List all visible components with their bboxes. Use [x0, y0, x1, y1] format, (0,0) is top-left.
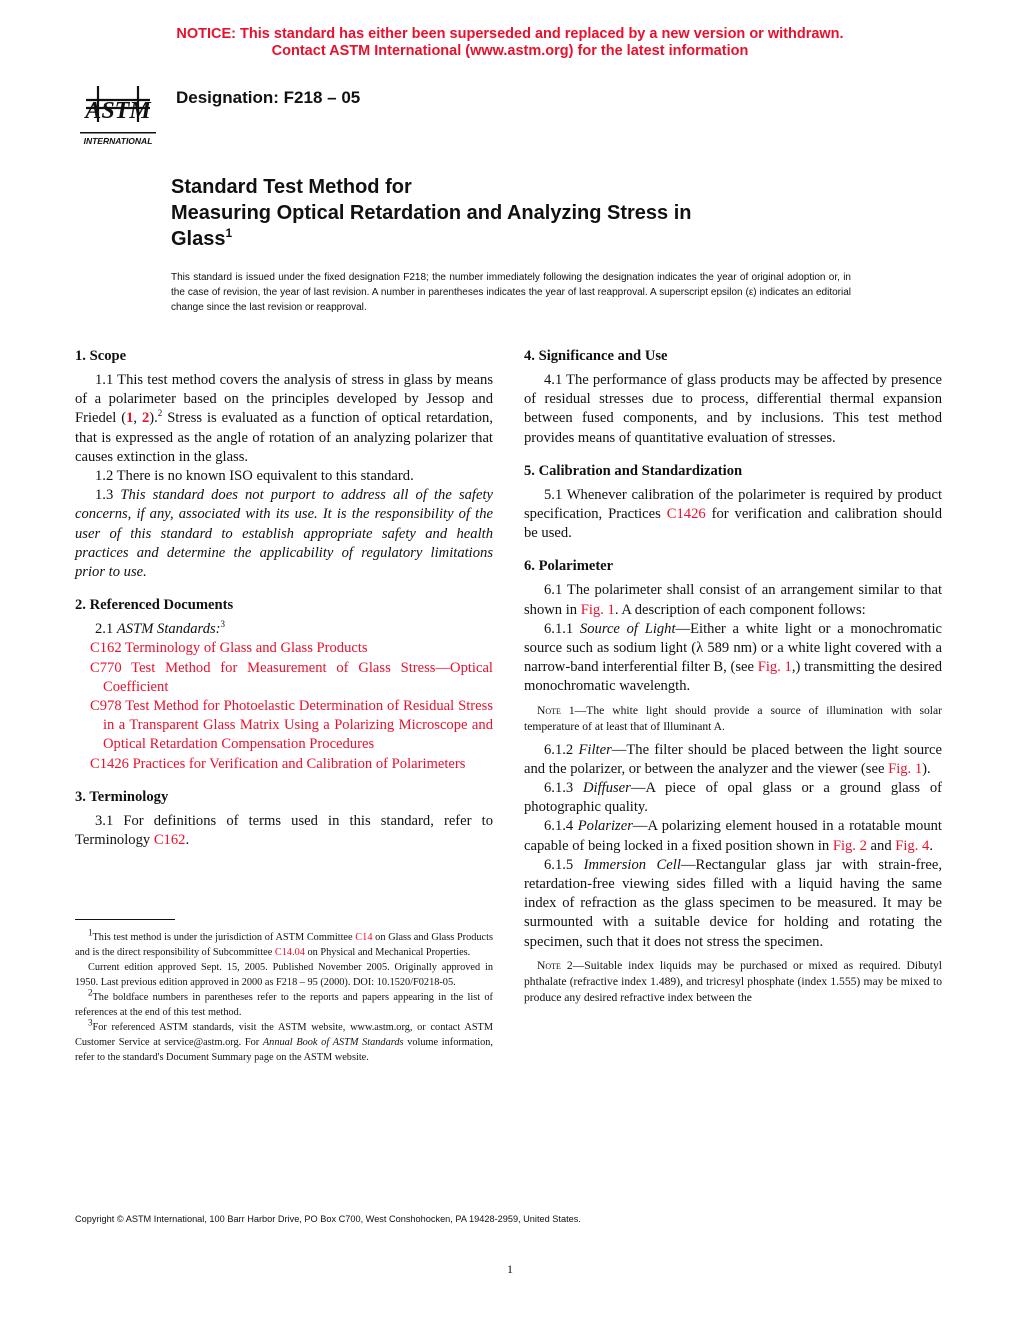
document-title [171, 174, 891, 252]
paragraph-6-1: 6.1 The polarimeter shall consist of an arrangement similar to that shown in Fig. 1. A description of each component follows: [524, 582, 942, 618]
note-2: Note 2—Suitable index liquids may be purchased or mixed as required. Dibutyl phthalate (refractive index 1.489), and tricresyl phosphate (index 1.555) may be mixed to produce any desired refractive index between the [524, 958, 942, 1004]
ref-code-c162[interactable]: C162 [90, 640, 122, 657]
paragraph-6-1-4: 6.1.4 Polarizer—A polarizing element housed in a rotatable mount capable of being locked in a fixed position shown in Fig. 2 and Fig. 4. [524, 818, 942, 854]
ref-link-2[interactable]: 2 [141, 410, 150, 427]
left-column [75, 346, 493, 850]
paragraph-6-1-2: 6.1.2 Filter—The filter should be placed between the light source and the polarizer, or between the analyzer and the viewer (see Fig. 1). [524, 741, 942, 777]
designation: Designation: F218 – 05 [176, 88, 361, 107]
note-1: Note 1—The white light should provide a source of illumination with solar temperature of at least that of Illuminant A. [524, 703, 942, 733]
title-line-3: Glass$^1$ [171, 226, 233, 250]
ref-code-c770[interactable]: C770 [90, 659, 122, 676]
fig-1-link-source[interactable]: Fig. 1 [757, 659, 792, 676]
notice-line-1: NOTICE: This standard has either been superseded and replaced by a new version or withdrawn. [176, 26, 844, 42]
footnote-divider [75, 919, 175, 920]
fig-4-link[interactable]: Fig. 4 [895, 837, 930, 854]
paragraph-6-1-5: 6.1.5 Immersion Cell—Rectangular glass jar with strain-free, retardation-free viewing sides filled with a liquid having the same index of refraction as the glass specimen to be measured. It may be surmounted with a suitable device for holding and rotating the specimen, such that it does not stress the specimen. [524, 856, 942, 950]
astm-logo-icon [76, 78, 160, 148]
ref-link-1[interactable]: 1 [126, 410, 134, 427]
footnotes [75, 927, 493, 1065]
section-heading-scope: 1. Scope [75, 348, 127, 364]
calibration-link-c1426[interactable]: C1426 [666, 506, 706, 523]
title-footnote-mark: 1 [225, 226, 233, 240]
ref-item-c1426: C1426 Practices for Verification and Calibration of Polarimeters [90, 755, 466, 772]
page-number: 1 [507, 1262, 513, 1276]
paragraph-1-1: 1.1 This test method covers the analysis of stress in glass by means of a polarimeter based on the principles developed by Jessop and Friedel (1, 2).$^2$ Stress is evaluated as a function of optical retardation, that is expressed as the angle of rotation of an analyzing polarizer that causes extinction in the glass. [75, 372, 493, 465]
fig-1-link-filter[interactable]: Fig. 1 [888, 760, 923, 777]
withdrawal-notice [0, 26, 1020, 60]
ref-item-c770: C770 Test Method for Measurement of Glass Stress—Optical Coefficient [90, 659, 493, 695]
title-line-2: Measuring Optical Retardation and Analyzing Stress in [171, 202, 692, 224]
copyright-line: Copyright © ASTM International, 100 Barr Harbor Drive, PO Box C700, West Conshohocken, PA 19428-2959, United States. [75, 1214, 581, 1224]
footnote-2: $^2$The boldface numbers in parentheses refer to the reports and papers appearing in the list of references at the end of this test method. [75, 987, 493, 1018]
section-heading-terminology: 3. Terminology [75, 788, 169, 805]
fig-1-link[interactable]: Fig. 1 [580, 601, 615, 618]
issuance-statement: This standard is issued under the fixed designation F218; the number immediately following the designation indicates the year of original adoption or, in the case of revision, the year of last revision. A number in parentheses indicates the year of last reapproval. A superscript epsilon (ε) indicates an editorial change since the last revision or reapproval. [171, 272, 851, 313]
section-heading-calibration: 5. Calibration and Standardization [524, 462, 743, 479]
terminology-link-c162[interactable]: C162 [153, 832, 186, 849]
paragraph-1-2: 1.2 There is no known ISO equivalent to this standard. [95, 468, 414, 485]
section-heading-significance: 4. Significance and Use [524, 348, 668, 364]
section-heading-referenced-documents: 2. Referenced Documents [75, 597, 234, 614]
fig-2-link[interactable]: Fig. 2 [832, 837, 867, 854]
logo-wordmark: ASTM [85, 98, 151, 124]
paragraph-6-1-1: 6.1.1 Source of Light—Either a white light or a monochromatic source such as sodium light (λ 589 nm) or a white light covered with a narrow-band interferential filter B, (see Fig. 1,) transmitting the desired monochromatic wavelength. [524, 620, 943, 695]
committee-link-c14[interactable]: C14 [355, 932, 373, 943]
ref-code-c1426[interactable]: C1426 [90, 755, 129, 772]
footnote-3: $^3$For referenced ASTM standards, visit the ASTM website, www.astm.org, or contact ASTM Customer Service at service@astm.org. For Annual Book of ASTM Standards volume information, refer to the standard's Document Summary page on the ASTM website. [75, 1017, 493, 1063]
ref-code-c978[interactable]: C978 [90, 698, 122, 715]
paragraph-3-1: 3.1 For definitions of terms used in this standard, refer to Terminology C162. [75, 812, 493, 849]
logo-subtitle: INTERNATIONAL [83, 136, 153, 146]
paragraph-6-1-3: 6.1.3 Diffuser—A piece of opal glass or a ground glass of photographic quality. [524, 780, 942, 816]
ref-item-c162: C162 Terminology of Glass and Glass Products [90, 640, 368, 657]
paragraph-5-1: 5.1 Whenever calibration of the polarimeter is required by product specification, Practices C1426 for verification and calibration should be used. [524, 486, 942, 542]
notice-line-2: Contact ASTM International (www.astm.org) for the latest information [271, 43, 749, 59]
footnote-1: $^1$This test method is under the jurisdiction of ASTM Committee C14 on Glass and Glass Products and is the direct responsibility of Subcommittee C14.04 on Physical and Mechanical Properties. [75, 927, 493, 958]
paragraph-4-1: 4.1 The performance of glass products may be affected by presence of residual stresses due to process, differential thermal expansion between fused components, and by inclusions. This test method provides means of quantitative evaluation of stresses. [524, 372, 942, 446]
title-line-1: Standard Test Method for [171, 176, 412, 198]
footnote-1-edition: Current edition approved Sept. 15, 2005. Published November 2005. Originally approved in 1950. Last previous edition approved in 2000 as F218 – 95 (2000). DOI: 10.1520/F0218-05. [75, 962, 493, 988]
section-heading-polarimeter: 6. Polarimeter [524, 558, 614, 575]
paragraph-2-1: 2.1 ASTM Standards:$^3$ [95, 619, 226, 638]
ref-item-c978: C978 Test Method for Photoelastic Determination of Residual Stress in a Transparent Glass Matrix Using a Polarizing Microscope and Optical Retardation Compensation Procedures [90, 698, 493, 753]
subcommittee-link-c14-04[interactable]: C14.04 [274, 947, 305, 958]
right-column [524, 346, 942, 1012]
paragraph-1-3: 1.3 This standard does not purport to address all of the safety concerns, if any, associated with its use. It is the responsibility of the user of this standard to establish appropriate safety and health practices and determine the applicability of regulatory limitations prior to use. [75, 487, 493, 581]
